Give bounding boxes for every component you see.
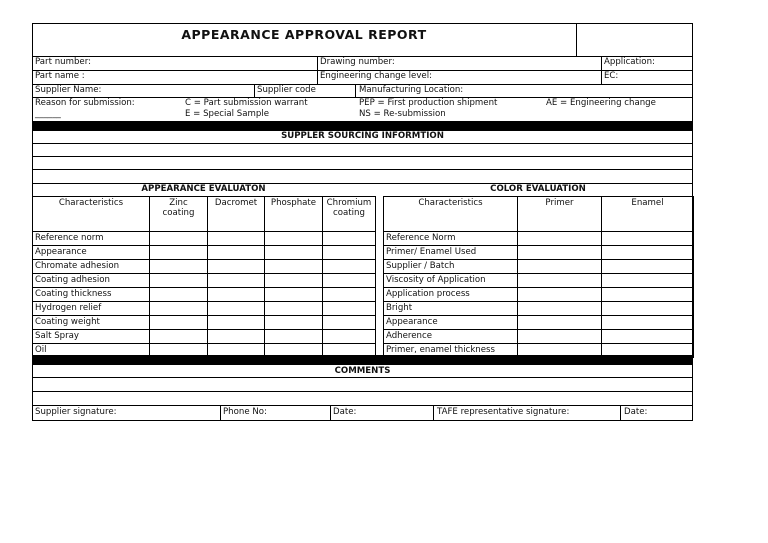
ce-cell[interactable]	[518, 260, 602, 274]
comments-line-2	[32, 391, 693, 392]
ce-cell[interactable]	[518, 232, 602, 246]
ae-cell[interactable]	[208, 288, 265, 302]
ce-row-label: Supplier / Batch	[384, 260, 518, 274]
ae-col-phosphate: Phosphate	[265, 197, 323, 232]
ae-row-label: Hydrogen relief	[33, 302, 150, 316]
phone-field[interactable]: Phone No:	[223, 407, 267, 417]
date-field-supplier[interactable]: Date:	[333, 407, 357, 417]
ae-cell[interactable]	[323, 316, 376, 330]
ae-cell[interactable]	[265, 316, 323, 330]
ae-row-label: Coating thickness	[33, 288, 150, 302]
ae-cell[interactable]	[323, 330, 376, 344]
ae-cell[interactable]	[265, 274, 323, 288]
ae-cell[interactable]	[265, 330, 323, 344]
ae-cell[interactable]	[150, 316, 208, 330]
ae-cell[interactable]	[208, 302, 265, 316]
ae-row-label: Oil	[33, 344, 150, 358]
ae-cell[interactable]	[208, 274, 265, 288]
ae-cell[interactable]	[323, 260, 376, 274]
ce-row-label: Primer, enamel thickness	[384, 344, 518, 358]
ec-field[interactable]: EC:	[604, 71, 619, 81]
ce-row-label: Adherence	[384, 330, 518, 344]
ae-cell[interactable]	[150, 288, 208, 302]
ae-col-characteristics: Characteristics	[33, 197, 150, 232]
engineering-change-level-field[interactable]: Engineering change level:	[320, 71, 432, 81]
ce-cell[interactable]	[602, 232, 694, 246]
ce-cell[interactable]	[602, 316, 694, 330]
separator-bar-2	[32, 355, 693, 365]
ce-row-label: Viscosity of Application	[384, 274, 518, 288]
ce-cell[interactable]	[602, 288, 694, 302]
sourcing-line-3	[32, 169, 693, 170]
ae-cell[interactable]	[150, 330, 208, 344]
sourcing-line-2	[32, 156, 693, 157]
ce-cell[interactable]	[518, 274, 602, 288]
ae-cell[interactable]	[208, 330, 265, 344]
report-title: APPEARANCE APPROVAL REPORT	[181, 27, 427, 42]
reason-option-ae[interactable]: AE = Engineering change	[546, 98, 656, 108]
date-field-tafe[interactable]: Date:	[624, 407, 648, 417]
appearance-eval-table	[32, 196, 376, 358]
ae-cell[interactable]	[208, 232, 265, 246]
ae-col-dacromet: Dacromet	[208, 197, 265, 232]
ce-cell[interactable]	[602, 274, 694, 288]
ae-cell[interactable]	[208, 316, 265, 330]
row1-divider-a	[317, 56, 318, 70]
ce-cell[interactable]	[602, 260, 694, 274]
manufacturing-location-field[interactable]: Manufacturing Location:	[359, 85, 464, 95]
appearance-eval-title: APPEARANCE EVALUATON	[141, 184, 266, 194]
ce-row-label: Application process	[384, 288, 518, 302]
row2-divider-a	[317, 70, 318, 84]
supplier-name-field[interactable]: Supplier Name:	[35, 85, 102, 95]
sourcing-title: SUPPLER SOURCING INFORMTION	[281, 131, 444, 141]
ce-cell[interactable]	[518, 246, 602, 260]
separator-bar-1	[32, 121, 693, 131]
reason-option-c[interactable]: C = Part submission warrant	[185, 98, 308, 108]
comments-line-1	[32, 377, 693, 378]
footer-divider-d	[620, 405, 621, 421]
ae-col-zinc-coating: Zinc coating	[150, 197, 208, 232]
ce-cell[interactable]	[602, 302, 694, 316]
ce-cell[interactable]	[602, 330, 694, 344]
comments-title: COMMENTS	[334, 366, 391, 376]
ae-cell[interactable]	[323, 288, 376, 302]
ce-row-label: Appearance	[384, 316, 518, 330]
row3-divider-a	[254, 84, 255, 97]
comments-line-3	[32, 405, 693, 406]
drawing-number-field[interactable]: Drawing number:	[320, 57, 395, 67]
reason-option-ns[interactable]: NS = Re-submission	[359, 109, 446, 119]
reason-option-e[interactable]: E = Special Sample	[185, 109, 270, 119]
ce-cell[interactable]	[518, 302, 602, 316]
ae-row-label: Coating weight	[33, 316, 150, 330]
ae-col-chromium-coating: Chromium coating	[323, 197, 376, 232]
ae-row-label: Reference norm	[33, 232, 150, 246]
reason-blank[interactable]: ______	[35, 109, 61, 119]
ce-col-characteristics: Characteristics	[384, 197, 518, 232]
sourcing-line-1	[32, 143, 693, 144]
ae-cell[interactable]	[265, 246, 323, 260]
ae-row-label: Appearance	[33, 246, 150, 260]
ae-cell[interactable]	[150, 232, 208, 246]
ce-cell[interactable]	[518, 330, 602, 344]
ae-cell[interactable]	[208, 246, 265, 260]
ce-row-label: Bright	[384, 302, 518, 316]
ce-row-label: Reference Norm	[384, 232, 518, 246]
ae-cell[interactable]	[208, 260, 265, 274]
part-name-field[interactable]: Part name :	[35, 71, 85, 81]
reason-label: Reason for submission:	[35, 98, 135, 108]
supplier-code-field[interactable]: Supplier code	[257, 85, 316, 95]
ce-row-label: Primer/ Enamel Used	[384, 246, 518, 260]
footer-divider-c	[433, 405, 434, 421]
title-divider	[576, 23, 577, 56]
ce-col-primer: Primer	[518, 197, 602, 232]
ce-col-enamel: Enamel	[602, 197, 694, 232]
row3-divider-b	[355, 84, 356, 97]
color-eval-title: COLOR EVALUATION	[490, 184, 586, 194]
tafe-signature-field[interactable]: TAFE representative signature:	[437, 407, 570, 417]
ae-cell[interactable]	[150, 302, 208, 316]
ae-cell[interactable]	[265, 260, 323, 274]
ce-cell[interactable]	[518, 288, 602, 302]
ae-cell[interactable]	[150, 246, 208, 260]
ae-cell[interactable]	[265, 302, 323, 316]
footer-divider-b	[330, 405, 331, 421]
ce-cell[interactable]	[602, 246, 694, 260]
ae-row-label: Coating adhesion	[33, 274, 150, 288]
application-field[interactable]: Application:	[604, 57, 655, 67]
footer-divider-a	[220, 405, 221, 421]
ae-cell[interactable]	[265, 232, 323, 246]
ae-cell[interactable]	[150, 274, 208, 288]
ae-cell[interactable]	[265, 288, 323, 302]
ae-cell[interactable]	[323, 274, 376, 288]
ae-cell[interactable]	[323, 246, 376, 260]
reason-option-pep[interactable]: PEP = First production shipment	[359, 98, 498, 108]
supplier-signature-field[interactable]: Supplier signature:	[35, 407, 117, 417]
ae-row-label: Chromate adhesion	[33, 260, 150, 274]
ae-row-label: Salt Spray	[33, 330, 150, 344]
part-number-field[interactable]: Part number:	[35, 57, 91, 67]
color-eval-table	[383, 196, 694, 358]
ce-cell[interactable]	[518, 316, 602, 330]
ae-cell[interactable]	[150, 260, 208, 274]
ae-cell[interactable]	[323, 302, 376, 316]
ae-cell[interactable]	[323, 232, 376, 246]
